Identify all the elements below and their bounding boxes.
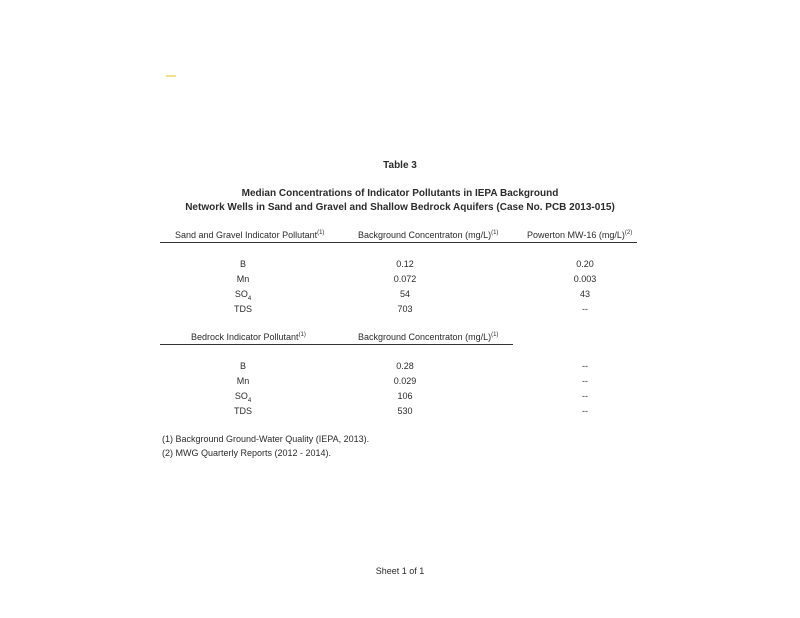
section1-row-background-cell: 703	[397, 304, 413, 314]
note-1: (1) Background Ground-Water Quality (IEPA, 2013).	[162, 434, 370, 444]
section1-row-powerton-cell: 0.003	[573, 274, 597, 284]
section2-row-pollutant-cell: $SO_4$	[234, 391, 252, 404]
section1-row-pollutant-cell: B	[239, 259, 246, 269]
section1-col1-header: Sand and Gravel Indicator Pollutant$^{(1)}$	[175, 230, 325, 240]
section2-row-powerton-cell: --	[582, 406, 588, 416]
section1-row-background-cell: 0.12	[396, 259, 414, 269]
section1-row-pollutant-cell: $SO_4$	[234, 289, 252, 302]
section2-row-powerton-cell: --	[582, 376, 588, 386]
page-footer: Sheet 1 of 1	[375, 566, 425, 576]
section1-row-powerton-cell: 43	[579, 289, 590, 299]
section2-row-pollutant-cell: TDS	[234, 406, 252, 416]
highlight-mark	[166, 75, 176, 77]
section1-col3-header: Powerton MW-16 $(mg/L)^{(2)}$	[527, 230, 633, 240]
section2-header-rule	[160, 344, 513, 345]
section2-col2-header: Background Concentraton $(mg/L)^{(1)}$	[358, 332, 499, 342]
section1-row-background-cell: 0.072	[393, 274, 417, 284]
section1-row-background-cell: 54	[399, 289, 410, 299]
section2-row-background-cell: 530	[397, 406, 413, 416]
section1-row-pollutant-cell: TDS	[234, 304, 252, 314]
table-label: Table 3	[383, 160, 417, 171]
section2-row-background-cell: 0.029	[393, 376, 417, 386]
table-heading-line2: Network Wells in Sand and Gravel and Shallow Bedrock Aquifers (Case No. PCB 2013-015)	[185, 202, 615, 213]
section2-col1-header: Bedrock Indicator Pollutant$^{(1)}$	[191, 332, 306, 342]
section1-row-powerton-cell: --	[582, 304, 588, 314]
table-heading-line1: Median Concentrations of Indicator Pollutants in IEPA Background	[241, 188, 559, 199]
section1-row-pollutant-cell: Mn	[236, 274, 250, 284]
section2-row-pollutant-cell: B	[239, 361, 246, 371]
section1-header-rule	[160, 242, 637, 243]
section1-col2-header: Background Concentraton $(mg/L)^{(1)}$	[358, 230, 499, 240]
section2-row-powerton-cell: --	[582, 391, 588, 401]
section2-row-background-cell: 106	[397, 391, 413, 401]
section2-row-background-cell: 0.28	[396, 361, 414, 371]
note-2: (2) MWG Quarterly Reports (2012 - 2014).	[162, 448, 332, 458]
section1-row-powerton-cell: 0.20	[576, 259, 594, 269]
section2-row-powerton-cell: --	[582, 361, 588, 371]
section2-row-pollutant-cell: Mn	[236, 376, 250, 386]
